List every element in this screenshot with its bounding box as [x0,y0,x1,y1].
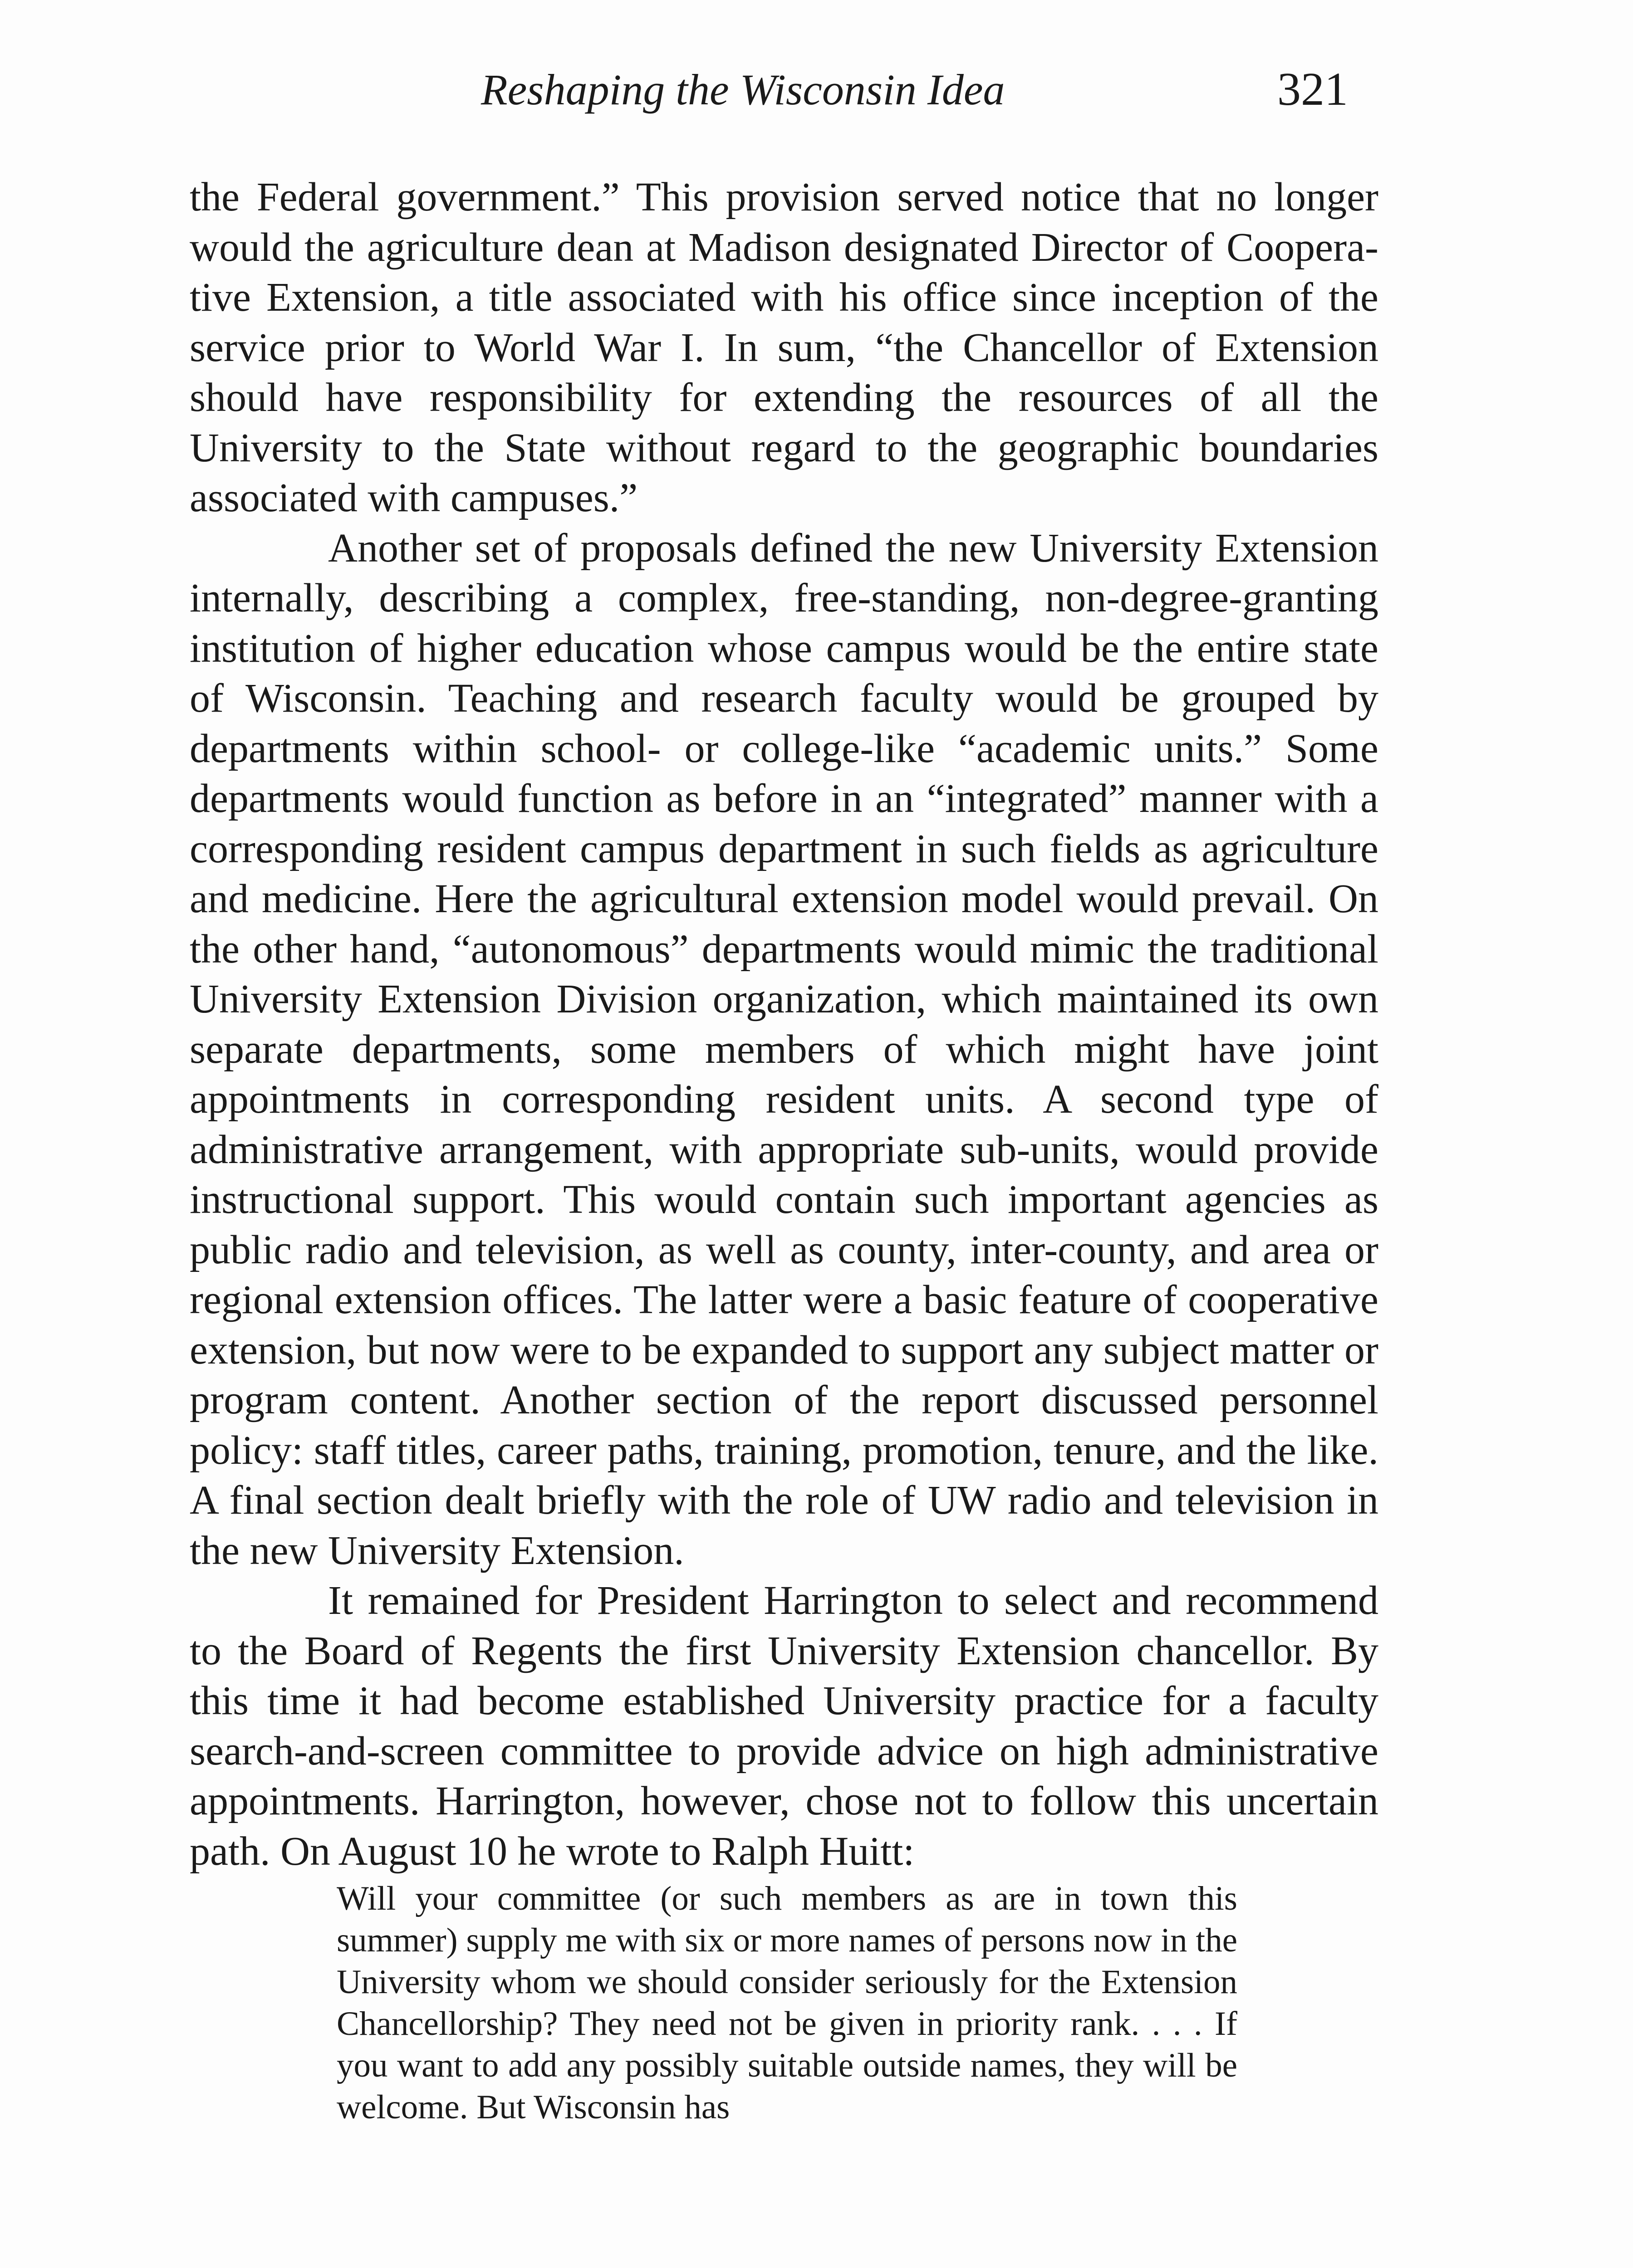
running-head-title: Reshaping the Wisconsin Idea [481,65,1005,114]
body-text [190,172,1378,1877]
block-quote-text: Will your committee (or such members as are in town this summer) supply me with six or more names of persons now in the University whom we should consider seriously for the Extension Chancellorship? They need not be given in priority rank. . . . If you want to add any possibly suitable outside names, they will be welcome. But Wisconsin has [337,1880,1237,2126]
page-number: 321 [1277,63,1348,115]
block-quote [337,1878,1237,2128]
paragraph-harrington: It remained for President Harrington to select and recommend to the Board of Regents the first University Extension chancellor. By this time it had become established University practice for a faculty search-and-screen committee to provide advice on high administrative appointments. Harrington, however, chose not to follow this uncertain path. On August 10 he wrote to Ralph Huitt: [190,1578,1378,1874]
paragraph-continuation: the Federal government.” This provision served notice that no longer would the agriculture dean at Madison designated Director of Coopera-tive Extension, a title associated with his office since inception of the service prior to World War I. In sum, “the Chancellor of Extension should have responsibility for extending the resources of all the University to the State without regard to the geographic boundaries associated with campuses.” [190,175,1378,520]
paragraph-proposals: Another set of proposals defined the new University Extension internally, describing a complex, free-standing, non-degree-granting institution of higher education whose campus would be the entire state of Wisconsin. Teaching and research faculty would be grouped by departments within school- or college-like “academic units.” Some departments would function as before in an “integrated” manner with a corresponding resident campus department in such fields as agriculture and medicine. Here the agricultural extension model would prevail. On the other hand, “autonomous” departments would mimic the traditional University Extension Division organization, which maintained its own separate departments, some members of which might have joint appointments in corresponding resident units. A second type of administrative arrangement, with appropriate sub-units, would provide instructional support. This would contain such important agencies as public radio and television, as well as county, inter-county, and area or regional extension offices. The latter were a basic feature of cooperative extension, but now were to be expanded to support any subject matter or program content. Another section of the report discussed personnel policy: staff titles, career paths, training, promotion, tenure, and the like. A final section dealt briefly with the role of UW radio and television in the new University Extension. [190,525,1378,1573]
